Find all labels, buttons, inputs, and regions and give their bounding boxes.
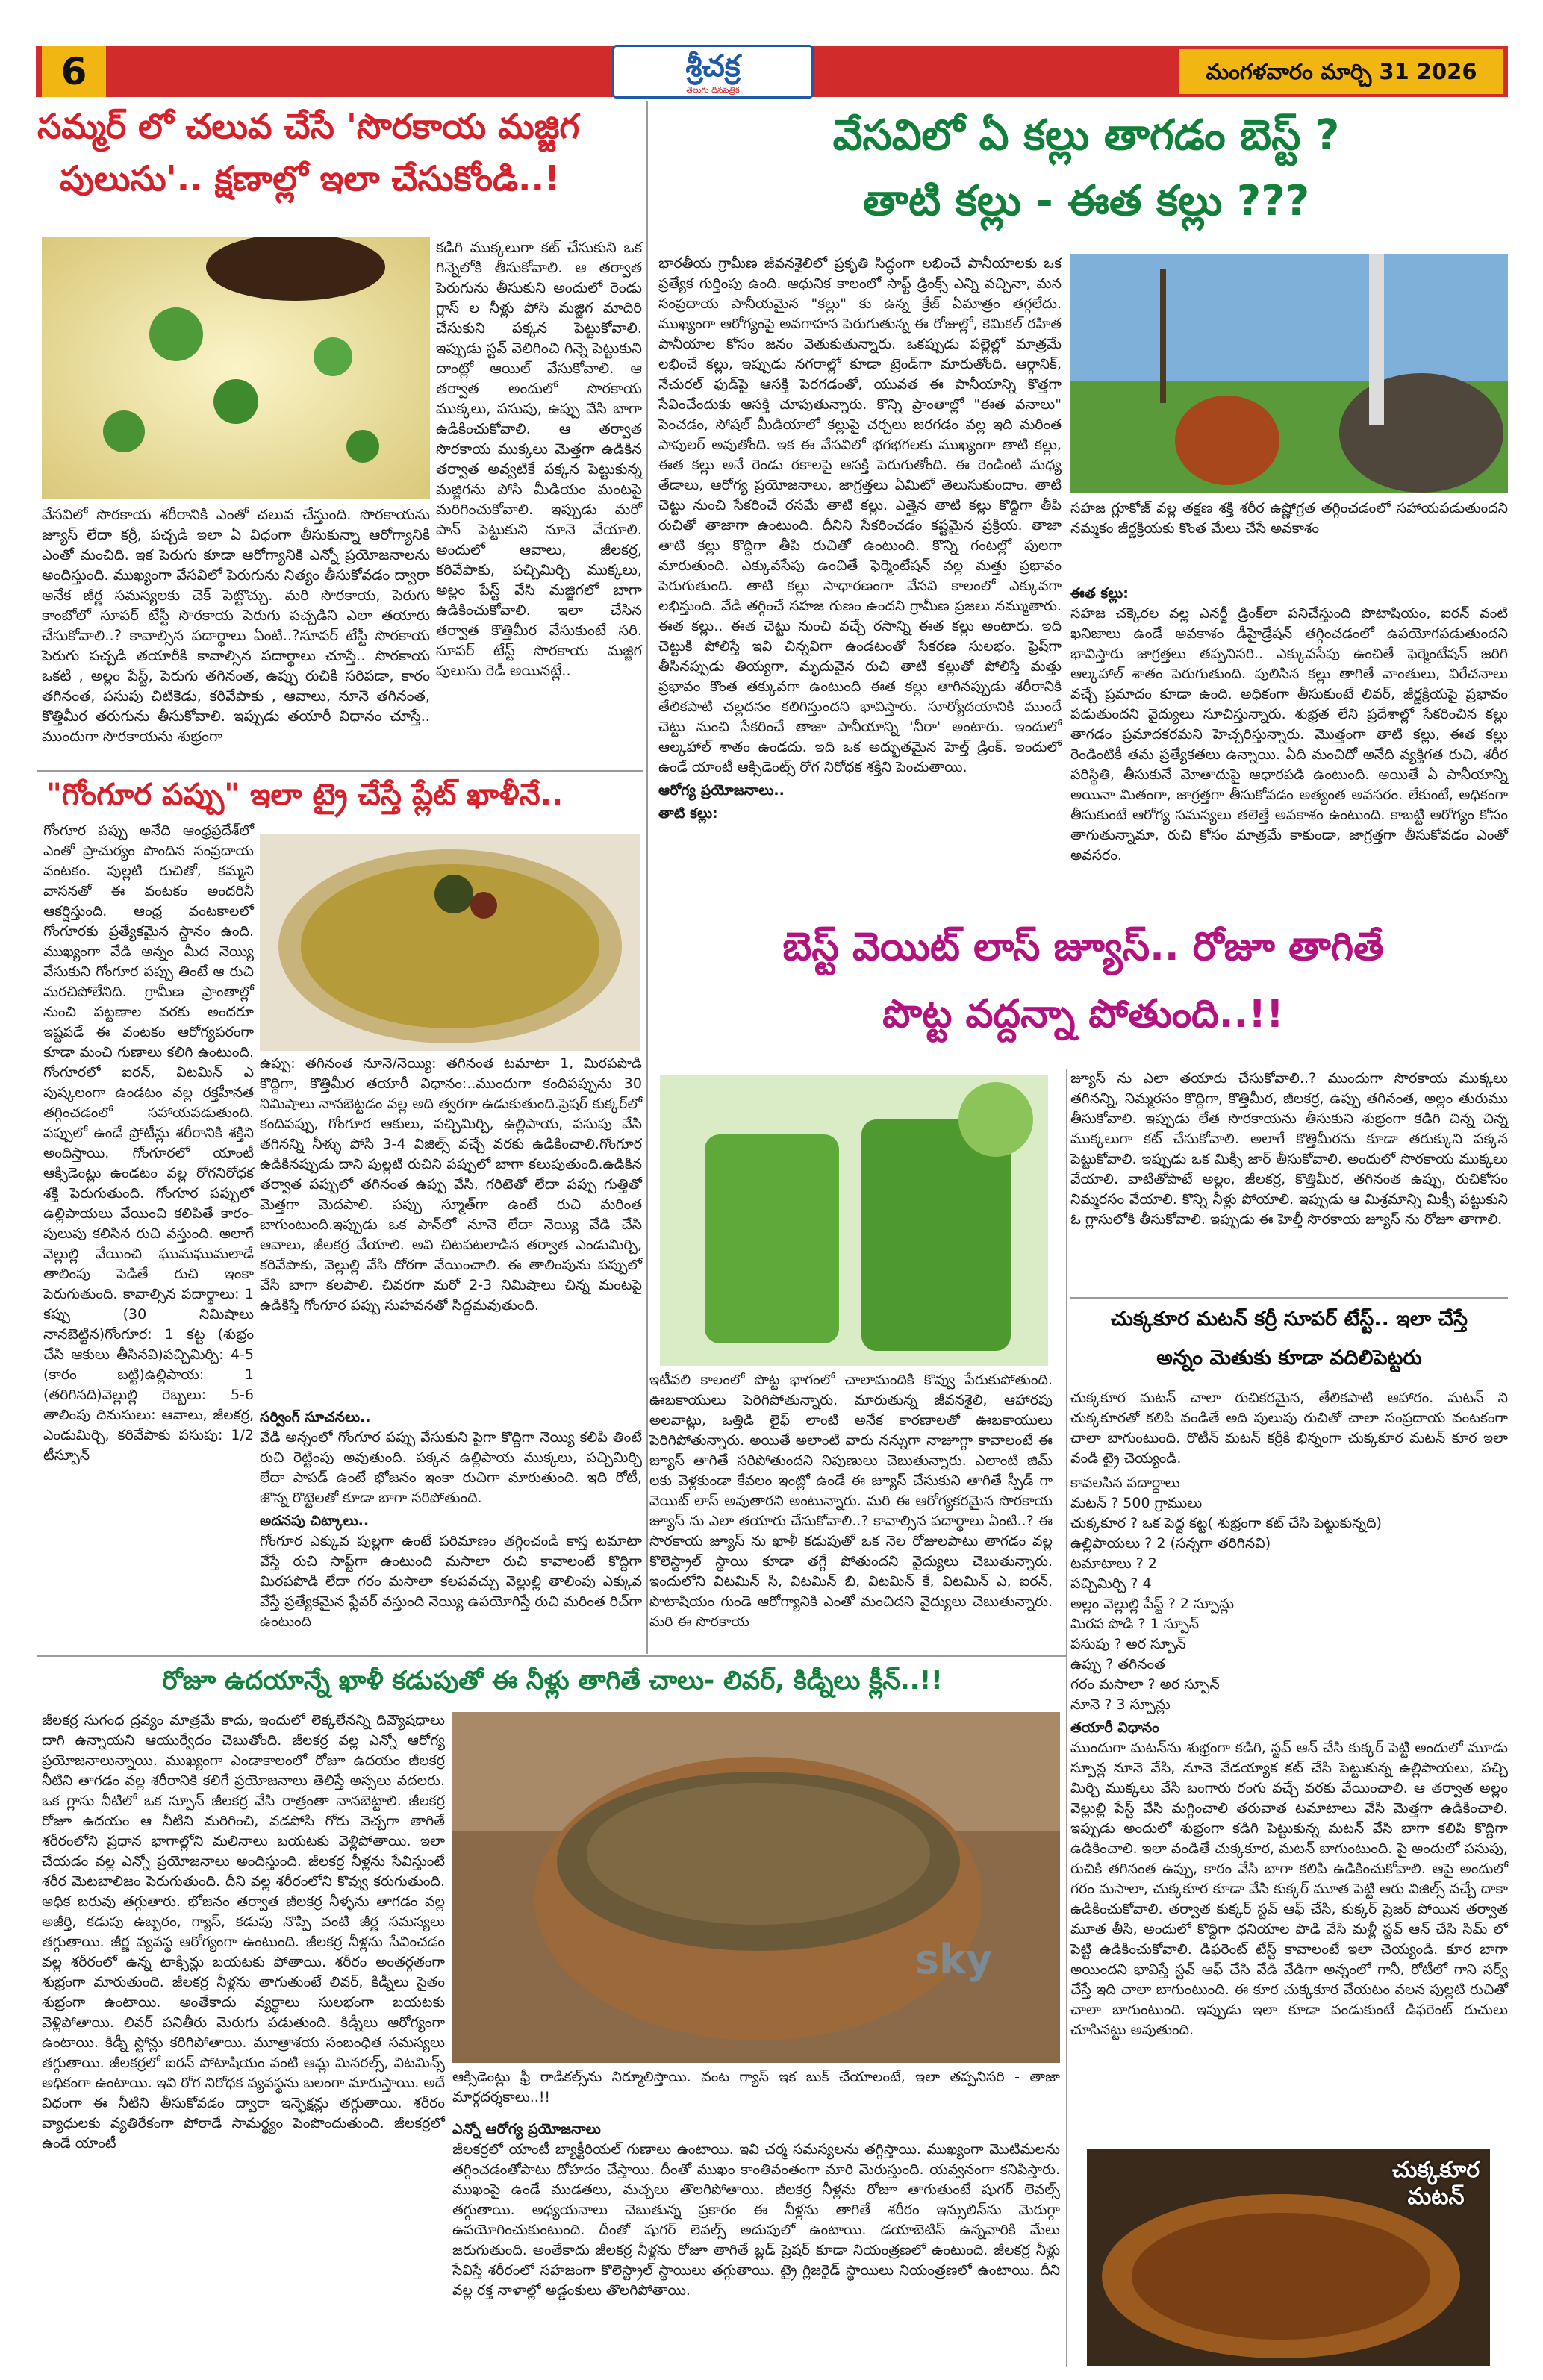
page-number: 6 <box>42 46 106 97</box>
green-juice-image <box>660 1075 1048 1366</box>
ingredient-item: ఉల్లిపాయలు ? 2 (సన్నగా తరిగినవి) <box>1070 1535 1271 1552</box>
article4-column-right: జ్యూస్ ను ఎలా తయారు చేసుకోవాలి..? ముందుగా సొరకాయ ముక్కలు తగినన్ని, నిమ్మరసం కొద్దిగా, కొత్తిమీర, జీలకర్ర, ఉప్పు తగినంత, అల్లం తురుము తీసుకోవాలి. ఇప్పుడు లేత సొరకాయను తీసుకుని శుభ్రంగా కడిగి చిన్న చిన్న ముక్కలుగా కట్ చేసుకోవాలి. అలాగే కొత్తిమీరను కూడా తరుక్కుని పక్కన పెట్టుకోవాలి. ఇప్పుడు ఒక మిక్సీ జార్ తీసుకోవాలి. అందులో సొరకాయ ముక్కలు వేయాలి. వాటితోపాటే అల్లం, జీలకర్ర, కొత్తిమీర, తగినంత ఉప్పు, రుచికోసం నిమ్మరసం వేయాలి. కొన్ని నీళ్లు పోయాలి. ఇప్పుడు ఆ మిశ్రమాన్ని మిక్సీ పట్టుకుని ఓ గ్లాసులోకి తీసుకోవాలి. ఇప్పుడు ఈ హెల్తీ సొరకాయ జ్యూస్ ను రోజూ తాగాలి. <box>1070 1070 1508 1228</box>
article1-headline <box>37 100 642 212</box>
cumin-bowl-image <box>452 1712 1060 2063</box>
article2-photo <box>260 834 640 1051</box>
ingredient-item: గరం మసాలా ? అర స్పూన్ <box>1070 1676 1220 1693</box>
article6-column-left: జీలకర్ర సుగంధ ద్రవ్యం మాత్రమే కాదు, ఇందులో లెక్కలేనన్ని దివ్యౌషధాలు దాగి ఉన్నాయని ఆయుర్వేదం చెబుతోంది. జీలకర్ర వల్ల ఎన్నో ఆరోగ్య ప్రయోజనాలున్నాయి. ముఖ్యంగా ఎండాకాలంలో రోజూ ఉదయం జీలకర్ర నీటిని తాగడం వల్ల శరీరానికి కలిగే ప్రయోజనాలు తెలిస్తే అస్సలు వదలరు. ఒక గ్లాసు నీటిలో ఒక స్పూన్ జీలకర్ర వేసి రాత్రంతా నానబెట్టాలి. జీలకర్ర రోజూ ఉదయం ఆ నీటిని మరిగించి, వడపోసి గోరు వెచ్చగా తాగితే శరీరంలోని ప్రధాన భాగాల్లోని మలినాలు బయటకు వెళ్లిపోతాయి. ఇలా చేయడం వల్ల ఎన్నో ప్రయోజనాలు అందిస్తుంది. జీలకర్ర నీళ్లను సేవిస్తుంటే శరీర మెటబాలిజం పెరుగుతుంది. దీని వల్ల శరీరంలోని కొవ్వు కరుగుతుంది. అధిక బరువు తగ్గుతారు. భోజనం తర్వాత జీలకర్ర నీళ్ళను తాగడం వల్ల అజీర్తి, కడుపు ఉబ్బరం, గ్యాస్, కడుపు నొప్పి వంటి జీర్ణ సమస్యలు తగ్గుతాయి. జీర్ణ వ్యవస్థ ఆరోగ్యంగా ఉంటుంది. జీలకర్ర నీళ్లను సేవించడం వల్ల శరీరంలో ఉన్న టాక్సిన్లు బయటకు పోతాయి. శరీరం అంతర్గతంగా శుభ్రంగా మారుతుంది. జీలకర్ర నీళ్లను తాగుతుంటే లివర్, కిడ్నీలు సైతం శుభ్రంగా ఉంటాయి. అంతేకాదు వ్యర్థాలు సులభంగా బయటకు వెళ్లిపోతాయి. లివర్ పనితీరు మెరుగు పడుతుంది. కిడ్నీలు ఆరోగ్యంగా ఉంటాయి. కిడ్నీ స్టోన్లు కరిగిపోతాయి. మూత్రాశయ సంబంధిత సమస్యలు తగ్గుతాయి. జీలకర్రలో ఐరన్ పోటాషియం వంటి ఆమ్ల మినరల్స్, విటమిన్స్ అధికంగా ఉంటాయి. ఇవి రోగ నిరోధక వ్యవస్థను బలంగా మారుస్తాయి. అదే విధంగా ఈ నీటిని తీసుకోవడం ద్వారా ఇన్ఫెక్షన్లు తగ్గుతాయి. శరీరం వ్యాధులకు వ్యతిరేకంగా పోరాడే సామర్థ్యం పెంపొందుతుంది. జీలకర్రలో ఉండే యాంటీ <box>42 1712 445 2152</box>
article3-headline-line2: తాటి కల్లు - ఈత కల్లు ??? <box>862 177 1310 225</box>
article6-headline: రోజూ ఉదయాన్నే ఖాళీ కడుపుతో ఈ నీళ్లు తాగితే చాలు- లివర్, కిడ్నీలు క్లీన్..!! <box>162 1666 943 1696</box>
article3-headline-line1: వేసవిలో ఏ కల్లు తాగడం బెస్ట్ ? <box>832 111 1340 160</box>
ingredient-item: పసుపు ? అర స్పూన్ <box>1070 1636 1186 1652</box>
article1-headline-line1: సమ్మర్ లో చలువ చేసే 'సొరకాయ మజ్జిగ <box>37 106 580 146</box>
extra-tips-heading: అదనపు చిట్కాలు.. <box>260 1513 370 1529</box>
ingredient-item: పచ్చిమిర్చి ? 4 <box>1070 1575 1152 1592</box>
extra-tips-text: గోంగూర ఎక్కువ పుల్లగా ఉంటే పరిమాణం తగ్గించండి కాస్త టమాటా వేస్తే రుచి సాఫ్ట్‌గా ఉంటుంది మసాలా రుచి కావాలంటే కొద్దిగా మిరపపొడి లేదా గరం మసాలా కలపవచ్చు వెల్లుల్లి తాలింపు ఎక్కువ వేస్తే ప్రత్యేకమైన ఫ్లేవర్ వస్తుంది నెయ్యి ఉపయోగిస్తే రుచి మరింత రిచ్‌గా ఉంటుంది <box>260 1533 642 1630</box>
article3-health-heading: ఆరోగ్య ప్రయోజనాలు.. <box>658 782 785 799</box>
ingredient-item: అల్లం వెల్లుల్లి పేస్ట్ ? 2 స్పూన్లు <box>1070 1596 1235 1612</box>
article6-photo <box>452 1712 1060 2063</box>
section-divider <box>37 1655 1067 1657</box>
column-divider <box>1066 1069 1067 2367</box>
ingredient-item: నూనె ? 3 స్పూన్లు <box>1070 1696 1171 1713</box>
article4-headline-line2: పొట్ట వద్దన్నా పోతుంది..!! <box>882 992 1284 1037</box>
newspaper-logo[interactable] <box>612 45 814 99</box>
gongura-pappu-image <box>260 834 640 1051</box>
photo-label-line2: మటన్ <box>1407 2184 1465 2210</box>
article5-headline-line2: అన్నం మెతుకు కూడా వదిలిపెట్టరు <box>1156 1346 1422 1369</box>
article1-headline-line2: పులుసు'.. క్షణాల్లో ఇలా చేసుకోండి..! <box>60 158 560 199</box>
article4-photo <box>660 1075 1048 1366</box>
article6-photo-side-text: ఆక్సిడెంట్లు ఫ్రీ రాడికల్స్‌ను నిర్మూలిస్తాయి. వంట గ్యాస్ ఇక బుక్ చేయాలంటే, ఇలా తప్పనిసరి - తాజా మార్గదర్శకాలు..!! <box>452 2069 1060 2105</box>
ingredient-item: చుక్కకూర ? ఒక పెద్ద కట్ట( శుభ్రంగా కట్ చేసి పెట్టుకున్నది) <box>1070 1515 1382 1531</box>
article5-photo <box>1087 2149 1490 2366</box>
serving-tips-heading: సర్వింగ్ సూచనలు.. <box>260 1409 371 1425</box>
ingredient-item: మటన్ ? 500 గ్రాములు <box>1070 1495 1203 1511</box>
serving-tips-text: వేడి అన్నంలో గోంగూర పప్పు వేసుకుని పైగా కొద్దిగా నెయ్యి కలిపి తింటే రుచి రెట్టింపు అవుతుంది. పక్కన ఉల్లిపాయ ముక్కలు, పచ్చిమిర్చి లేదా పాపడ్ ఉంటే భోజనం ఇంకా రుచిగా మారుతుంది. ఇది రోటీ, జొన్న రొట్టెలతో కూడా బాగా సరిపోతుంది. <box>260 1429 642 1506</box>
article3-right-body: సహజ చక్కెరల వల్ల ఎనర్జీ డ్రింక్‌లా పనిచేస్తుంది పొటాషియం, ఐరన్ వంటి ఖనిజాలు ఉండే అవకాశం డీహైడ్రేషన్ తగ్గించడంలో ఉపయోగపడుతుందని భావిస్తారు జాగ్రత్తలు తప్పనిసరి.. ఎక్కువసేపు ఉంచితే ఫెర్మెంటేషన్ జరిగి ఆల్కహాల్ శాతం పెరుగుతుంది. పులిసిన కల్లు తాగితే వాంతులు, విరేచనాలు వచ్చే ప్రమాదం కూడా ఉంది. అధికంగా తీసుకుంటే లివర్, జీర్ణక్రియపై ప్రభావం పడుతుందని వైద్యులు సూచిస్తున్నారు. శుభ్రత లేని ప్రదేశాల్లో సేకరించిన కల్లు తాగడం ప్రమాదకరమని హెచ్చరిస్తున్నారు. మొత్తంగా తాటి కల్లు, ఈత కల్లు రెండింటికీ తమ ప్రత్యేకతలు ఉన్నాయి. ఏది మంచిదో అనేది వ్యక్తిగత రుచి, శరీర పరిస్థితి, తీసుకునే మోతాదుపై ఆధారపడి ఉంటుంది. అయితే ఏ పానీయాన్ని అయినా మితంగా, జాగ్రత్తగా తీసుకోవడం అత్యంత అవసరం. లేకుంటే, అధికంగా తీసుకుంటే ఆరోగ్య సమస్యలు తలెత్తే అవకాశం ఉంటుంది. కాబట్టి ఆరోగ్యం కోసం తాగుతున్నామా, రుచి కోసం మాత్రమే కాకుండా, జాగ్రత్తగా తీసుకోవడం ఎంతో అవసరం. <box>1070 605 1508 863</box>
section-divider <box>1070 1297 1508 1299</box>
ingredients-heading: కావలసిన పదార్ధాలు <box>1070 1475 1180 1491</box>
ingredient-item: టమాటాలు ? 2 <box>1070 1555 1157 1572</box>
benefits-text: జీలకర్రలో యాంటీ బ్యాక్టీరియల్ గుణాలు ఉంటాయి. ఇవి చర్మ సమస్యలను తగ్గిస్తాయి. ముఖ్యంగా మొటిమలను తగ్గించడంతోపాటు దోహదం చేస్తాయి. దీంతో ముఖం కాంతివంతంగా మారి మెరుస్తుంది. యవ్వనంగా కనిపిస్తారు. ముఖంపై ఉండే ముడతలు, మచ్చలు తొలగిపోతాయి. జీలకర్ర నీళ్లను రోజూ తాగుతుంటే షుగర్ లెవల్స్ తగ్గుతాయి. అధ్యయనాలు చెబుతున్న ప్రకారం ఈ నీళ్లను తాగితే శరీరం ఇన్సులిన్‌ను మెరుగ్గా ఉపయోగించుకుంటుంది. దీంతో షుగర్ లెవల్స్ అదుపులో ఉంటాయి. డయాబెటిస్ ఉన్నవారికి మేలు జరుగుతుంది. అంతేకాదు జీలకర్ర నీళ్లను రోజూ తాగితే బ్లడ్ ప్రెషర్ కూడా నియంత్రణలో ఉంటుంది. జీలకర్ర నీళ్లు సేవిస్తే శరీరంలో సహజంగా కొలెస్ట్రాల్ స్థాయిలు తగ్గుతాయి. ట్రై గ్లిజరైడ్ స్థాయిలు నియంత్రణలో ఉంటాయి. దీని వల్ల రక్త నాళాల్లో అడ్డంకులు తొలగిపోతాయి. <box>452 2141 1060 2299</box>
method-text: ముందుగా మటన్‌ను శుభ్రంగా కడిగి, స్టవ్ ఆన్ చేసి కుక్కర్ పెట్టి అందులో మూడు స్పూన్ల నూనె వేసి, నూనె వేడయ్యాక కట్ చేసి పెట్టుకున్న ఉల్లిపాయలు, పచ్చి మిర్చి ముక్కలు వేసి బంగారు రంగు వచ్చే వరకు వేయించాలి. ఆ తర్వాత అల్లం వెల్లుల్లి పేస్ట్ వేసి మగ్గించాలి తరువాత టమాటాలు వేసి మెత్తగా ఉడికించాలి. ఇప్పుడు అందులో శుభ్రంగా కడిగి పెట్టుకున్న మటన్ వేసి బాగా కలిపి కొద్దిగా ఉడికించాలి. ఇలా వండితే చుక్కకూర, మటన్ బాగుంటుంది. పై అందులో పసుపు, రుచికి తగినంత ఉప్పు, కారం వేసి బాగా కలిపి ఉడికించుకోవాలి. ఆపై అందులో గరం మసాలా, చుక్కకూర కూడా వేసి కుక్కర్ మూత పెట్టి ఆరు విజిల్స్ వచ్చే దాకా ఉడికించుకోవాలి. తర్వాత కుక్కర్ స్టవ్ ఆఫ్ చేసి, కుక్కర్ ప్రెజర్ పోయిన తర్వాత మూత తీసి, అందులో కొద్దిగా ధనియాల పొడి వేసి మళ్లీ స్టవ్ ఆన్ చేసి సిమ్ లో పెట్టి ఉడికించుకోవాలి. డిఫరెంట్ టేస్ట్ కావాలంటే ఇలా చెయ్యండి. కూర బాగా అయిందని భావిస్తే స్టవ్ ఆఫ్ చేసి వేడి వేడిగా అన్నంలో గానీ, రోటీలో గాని సర్వ్ చేస్తే ఇది చాలా బాగుంటుంది. ఈ కూర చుక్కకూర వేయటం వలన పుల్లటి రుచితో చాలా బాగుంటుంది. ఇప్పుడు ఇలా కూడా వండుకుంటే డిఫరెంట్ రుచులు చూసినట్టు అవుతుంది. <box>1070 1740 1508 2038</box>
issue-date: మంగళవారం మార్చి 31 2026 <box>1179 49 1503 94</box>
ingredient-item: మిరప పొడి ? 1 స్పూన్ <box>1070 1616 1200 1632</box>
article2-tips <box>260 1405 642 1651</box>
ingredient-item: ఉప్పు ? తగినంత <box>1070 1656 1165 1672</box>
article3-toddy-heading: తాటి కల్లు: <box>658 805 718 822</box>
article4-headline <box>658 913 1508 1063</box>
article3-photo <box>1070 254 1508 493</box>
sky-watermark: sky <box>915 1936 993 1983</box>
article3-column-left <box>658 254 1062 911</box>
toddy-pot-image <box>1070 254 1508 493</box>
article1-column-right: కడిగి ముక్కలుగా కట్ చేసుకుని ఒక గిన్నెలోకి తీసుకోవాలి. ఆ తర్వాత పెరుగును తీసుకుని అందులో రెండు గ్లాస్ ల నీళ్లు పోసి మజ్జిగ మాదిరి చేసుకుని పక్కన పెట్టుకోవాలి. ఇప్పుడు స్టవ్ వెలిగించి గిన్నె పెట్టుకుని దాంట్లో ఆయిల్ వేసుకోవాలి. ఆ తర్వాత అందులో సొరకాయ ముక్కలు, పసుపు, ఉప్పు వేసి బాగా ఉడికించుకోవాలి. ఆ తర్వాత సొరకాయ ముక్కలు మెత్తగా ఉడికిన తర్వాత అవ్వటికే పక్కన పెట్టుకున్న మజ్జిగను పోసి మీడియం మంటపై మరిగించుకోవాలి. ఇప్పుడు మరో పాన్ పెట్టుకుని నూనె వేయాలి. అందులో ఆవాలు, జీలకర్ర, కరివేపాకు, పచ్చిమిర్చి ముక్కలు, అల్లం పేస్ట్ వేసి మజ్జిగలో బాగా ఉడికించుకోవాలి. ఇలా చేసిన తర్వాత కొత్తిమీర వేసుకుంటే సరి. సూపర్ టేస్ట్ సొరకాయ మజ్జిగ పులుసు రెడీ అయినట్లే.. <box>436 239 642 679</box>
article2-headline: "గోంగూర పప్పు" ఇలా ట్రై చేస్తే ప్లేట్ ఖాళీనే.. <box>46 778 564 812</box>
logo-title: శ్రీచక్ర <box>685 49 741 84</box>
article2-column-left: గోంగూర పప్పు అనేది ఆంధ్రప్రదేశ్‌లో ఎంతో ప్రాచుర్యం పొందిన సంప్రదాయ వంటకం. పుల్లటి రుచితో, కమ్మని వాసనతో ఈ వంటకం అందరినీ ఆకర్షిస్తుంది. ఆంధ్ర వంటకాలలో గోంగూరకు ప్రత్యేకమైన స్థానం ఉంది. ముఖ్యంగా వేడి అన్నం మీద నెయ్యి వేసుకుని గోంగూర పప్పు తింటే ఆ రుచి మరచిపోలేనిది. గ్రామీణ ప్రాంతాల్లో నుంచి పట్టణాల వరకు అందరూ ఇష్టపడే ఈ వంటకం ఆరోగ్యపరంగా కూడా మంచి గుణాలు కలిగి ఉంటుంది. గోంగూరలో ఐరన్, విటమిన్ ఎ పుష్కలంగా ఉండటం వల్ల రక్తహీనత తగ్గించడంలో సహాయపడుతుంది. పప్పులో ఉండే ప్రోటీన్లు శరీరానికి శక్తిని అందిస్తాయి. గోంగూరలో యాంటీ ఆక్సిడెంట్లు ఉండటం వల్ల రోగనిరోధక శక్తి పెరుగుతుంది. గోంగూర పప్పులో ఉల్లిపాయలు వేయించి కలిపితే కారం-పులుపు కలిసిన రుచి వస్తుంది. అలాగే వెల్లుల్లి వేయించి ఘుమఘుమలాడే తాలింపు పెడితే రుచి ఇంకా పెరుగుతుంది. కావాల్సిన పదార్థాలు: 1 కప్పు (30 నిమిషాలు నానబెట్టిన)గోంగూర: 1 కట్ట (శుభ్రం చేసి ఆకులు తీసినవి)పచ్చిమిర్చి: 4-5 (కారం బట్టి)ఉల్లిపాయ: 1 (తరిగినది)వెల్లుల్లి రెబ్బలు: 5-6 తాలింపు దినుసులు: ఆవాలు, జీలకర్ర, ఎండుమిర్చి, కరివేపాకు పసుపు: 1/2 టీస్పూన్ <box>43 822 254 1464</box>
column-divider <box>646 101 648 1654</box>
article4-headline-line1: బెస్ట్ వెయిట్ లాస్ జ్యూస్.. రోజూ తాగితే <box>782 925 1384 969</box>
article3-column-right <box>1070 581 1508 902</box>
article5-headline-line1: చుక్కకూర మటన్ కర్రీ సూపర్ టేస్ట్.. ఇలా చేస్తే <box>1110 1308 1468 1331</box>
article5-body <box>1070 1388 1508 2149</box>
logo-tagline: తెలుగు దినపత్రిక <box>686 85 740 95</box>
article5-intro: చుక్కకూర మటన్ చాలా రుచికరమైన, తేలికపాటి ఆహారం. మటన్ ని చుక్కకూరతో కలిపి వండితే అది పులుపు రుచితో చాలా సంప్రదాయ వంటకంగా చాలా బాగుంటుంది. రొటీన్ మటన్ కర్రీకి భిన్నంగా చుక్కకూర మటన్ కూర ఇలా వండి ట్రై చెయ్యండి. <box>1070 1390 1508 1467</box>
article3-photo-caption: సహజ గ్లూకోజ్ వల్ల తక్షణ శక్తి శరీర ఉష్ణోగ్రత తగ్గించడంలో సహాయపడుతుందని నమ్మకం జీర్ణక్రియకు కొంత మేలు చేసే అవకాశం <box>1070 500 1508 537</box>
article1-column-full: వేసవిలో సొరకాయ శరీరానికి ఎంతో చలువ చేస్తుంది. సొరకాయను జ్యూస్ లేదా కర్రీ, పచ్చడి ఇలా ఏ విధంగా తీసుకున్నా ఆరోగ్యానికి ఎంతో మంచిది. ఇక పెరుగు కూడా ఆరోగ్యానికి ఎన్నో ప్రయోజనాలను అందిస్తుంది. ముఖ్యంగా వేసవిలో పెరుగును నిత్యం తీసుకోవడం ద్వారా అనేక జీర్ణ సమస్యలకు చెక్ పెట్టొచ్చు. మరి సొరకాయ, పెరుగు కాంబోలో సూపర్ టేస్టీ సొరకాయ పెరుగు పచ్చడిని ఎలా తయారు చేసుకోవాలి..? కావాల్సిన పదార్థాలు ఏంటి..?సూపర్ టేస్టీ సొరకాయ పెరుగు పచ్చడి తయారీకి కావాల్సిన పదార్థాలు చూస్తే.. సొరకాయ ఒకటి , అల్లం పేస్ట్, పెరుగు తగినంత, ఉప్పు రుచికి సరిపడా, కారం తగినంత, పసుపు చిటికెడు, కరివేపాకు , ఆవాలు, నూనె తగినంత, కొత్తిమీర తరుగును తీసుకోవాలి. ఇప్పుడు తయారీ విధానం చూస్తే.. ముందుగా సొరకాయను శుభ్రంగా <box>42 506 430 745</box>
article5-headline <box>1070 1300 1508 1382</box>
article6-benefits <box>452 2117 1060 2367</box>
article3-body: భారతీయ గ్రామీణ జీవనశైలిలో ప్రకృతి సిద్ధంగా లభించే పానీయాలకు ఒక ప్రత్యేక గుర్తింపు ఉంది. ఆధునిక కాలంలో సాఫ్ట్ డ్రింక్స్ ఎన్ని వచ్చినా, మన సంప్రదాయ పానీయమైన "కల్లు" కు ఉన్న క్రేజ్ ఏమాత్రం తగ్గలేదు. ముఖ్యంగా ఆరోగ్యంపై అవగాహన పెరుగుతున్న ఈ రోజుల్లో, కెమికల్ రహిత పానీయాల కోసం జనం వెతుకుతున్నారు. ఒకప్పుడు పల్లెల్లో మాత్రమే లభించే కల్లు, ఇప్పుడు నగరాల్లో కూడా ట్రెండ్‌గా మారుతోంది. ఆర్గానిక్, నేచురల్ ఫుడ్‌పై ఆసక్తి పెరగడంతో, యువత ఈ పానీయాన్ని కొత్తగా సేవించేందుకు ఆసక్తి చూపుతున్నారు. కొన్ని ప్రాంతాల్లో "ఈత వనాలు" పెంచడం, సోషల్ మీడియాలో కల్లుపై చర్చలు జరగడం వల్ల ఇది మరింత పాపులర్ అవుతోంది. ఇక ఈ వేసవిలో భగభగలకు ముఖ్యంగా తాటి కల్లు, ఈత కల్లు అనే రెండు రకాలపై ఆసక్తి పెరుగుతోంది. ఈ రెండింటి మధ్య తేడాలు, ఆరోగ్య ప్రయోజనాలు, జాగ్రత్తలు ఏమిటో తెలుసుకుందాం. తాటి చెట్టు నుంచి సేకరించే రసమే తాటి కల్లు. ఎత్తైన తాటి కల్లు కొద్దిగా తీపి రుచితో తాజాగా ఉంటుంది. దీనిని సేకరించడం కష్టమైన ప్రక్రియ. తాజా తాటి కల్లు కొద్దిగా తీపి రుచితో ఉంటుంది. కొన్ని గంటల్లో పులగా మారుతుంది. ఎక్కువసేపు ఉంచితే ఫెర్మెంటేషన్ వల్ల మత్తు ప్రభావం పెరుగుతుంది. తాటి కల్లు సాధారణంగా వేసవి కాలంలో ఎక్కువగా లభిస్తుంది. వేడి తగ్గించే సహజ గుణం ఉందని గ్రామీణ ప్రజలు నమ్ముతారు. ఈత కల్లు.. ఈత చెట్టు నుంచి వచ్చే రసాన్ని ఈత కల్లు అంటారు. ఇది చెట్టుకి పోలిస్తే ఇవి చిన్నవిగా ఉండటంతో సేకరణ సులభం. ఫ్రెష్‌గా తీసినప్పుడు తియ్యగా, మృదువైన రుచి తాటి కల్లుతో పోలిస్తే మత్తు ప్రభావం కొంత తక్కువగా ఉంటుంది ఈత కల్లు తాగినప్పుడు శరీరానికి తేలికపాటి చల్లదనం కలిగిస్తుందని భావిస్తారు. సూర్యోదయానికి ముందే చెట్టు నుంచి సేకరించే తాజా పానీయాన్ని 'నీరా' అంటారు. ఇందులో ఆల్కహాల్ శాతం ఉండదు. ఇది ఒక అద్భుతమైన హెల్త్ డ్రింక్. ఇందులో ఉండే యాంటీ ఆక్సిడెంట్స్ రోగ నిరోధక శక్తిని పెంచుతాయి. <box>658 255 1062 775</box>
article4-column-left: ఇటీవలి కాలంలో పొట్ట భాగంలో చాలామందికి కొవ్వు పేరుకుపోతుంది. ఊబకాయులు పెరిగిపోతున్నారు. మారుతున్న జీవనశైలి, ఆహారపు అలవాట్లు, ఒత్తిడి లైఫ్ లాంటి అనేక కారణాలతో ఊబకాయులు పెరిగిపోతున్నారు. అయితే అలాంటి వారు నన్నుగా నాజూగ్గా కావాలంటే ఈ జ్యూస్ తాగితే సరిపోతుందని నిపుణులు చెబుతున్నారు. ఎలాంటి జిమ్ లకు వెళ్లకుండా కేవలం ఇంట్లో ఉండే ఈ జ్యూస్ చేసుకుని తాగితే స్పీడ్ గా వెయిట్ లాస్ అవుతారని అంటున్నారు. మరి ఈ ఆరోగ్యకరమైన సొరకాయ జ్యూస్ ను ఎలా తయారు చేసుకోవాలి..? కావాల్సిన పదార్థాలు ఏంటి..? ఈ సొరకాయ జ్యూస్ ను ఖాళీ కడుపుతో ఒక నెల రోజులపాటు తాగడం వల్ల కొలెస్ట్రాల్ స్థాయి కూడా తగ్గే పోతుందని వైద్యులు చెబుతున్నారు. ఇందులోని విటమిన్ సి, విటమిన్ బి, విటమిన్ కే, విటమిన్ ఎ, ఐరన్, పొటాషియం గుండె ఆరోగ్యానికి ఎంతో మంచిదని వైద్యులు చెబుతున్నారు. మరి ఈ సొరకాయ <box>649 1372 1053 1630</box>
ita-kallu-heading: ఈత కల్లు: <box>1070 585 1129 602</box>
article3-headline <box>664 103 1508 237</box>
article1-photo <box>42 237 430 499</box>
majjiga-pulusu-image <box>42 237 430 499</box>
article2-column-right: ఉప్పు: తగినంత నూనె/నెయ్యి: తగినంత టమాటా 1, మిరపపొడి కొద్దిగా, కొత్తిమీర తయారీ విధానం:..ముందుగా కందిపప్పును 30 నిమిషాలు నానబెట్టడం వల్ల అది త్వరగా ఉడుకుతుంది.ప్రెషర్ కుక్కర్‌లో కందిపప్పు, గోంగూర ఆకులు, పచ్చిమిర్చి, ఉల్లిపాయ, పసుపు వేసి తగినన్ని నీళ్ళు పోసి 3-4 విజిల్స్ వచ్చే వరకు ఉడికించాలి.గోంగూర ఉడికినప్పుడు దాని పుల్లటి రుచిని పప్పులో బాగా కలుపుతుంది.ఉడికిన తర్వాత పప్పులో తగినంత ఉప్పు వేసి, గరిటెతో లేదా పప్పు గుత్తితో మెత్తగా మెదపాలి. పప్పు స్మూత్‌గా ఉంటే రుచి మరింత బాగుంటుంది.ఇప్పుడు ఒక పాన్‌లో నూనె లేదా నెయ్యి వేడి చేసి ఆవాలు, జీలకర్ర వేయాలి. అవి చిటపటలాడిన తర్వాత ఎండుమిర్చి, కరివేపాకు, వెల్లుల్లి వేసి దోరగా వేయించాలి. ఈ తాలింపును పప్పులో వేసి బాగా కలపాలి. చివరగా మరో 2-3 నిమిషాలు చిన్న మంటపై ఉడికిస్తే గోంగూర పప్పు సుహవనతో సిద్ధమవుతుంది. <box>260 1055 642 1314</box>
benefits-heading: ఎన్నో ఆరోగ్య ప్రయోజనాలు <box>452 2121 601 2137</box>
photo-label-line1: చుక్కకూర <box>1392 2157 1480 2183</box>
article5-photo-label <box>1392 2157 1480 2211</box>
method-heading: తయారీ విధానం <box>1070 1720 1159 1736</box>
